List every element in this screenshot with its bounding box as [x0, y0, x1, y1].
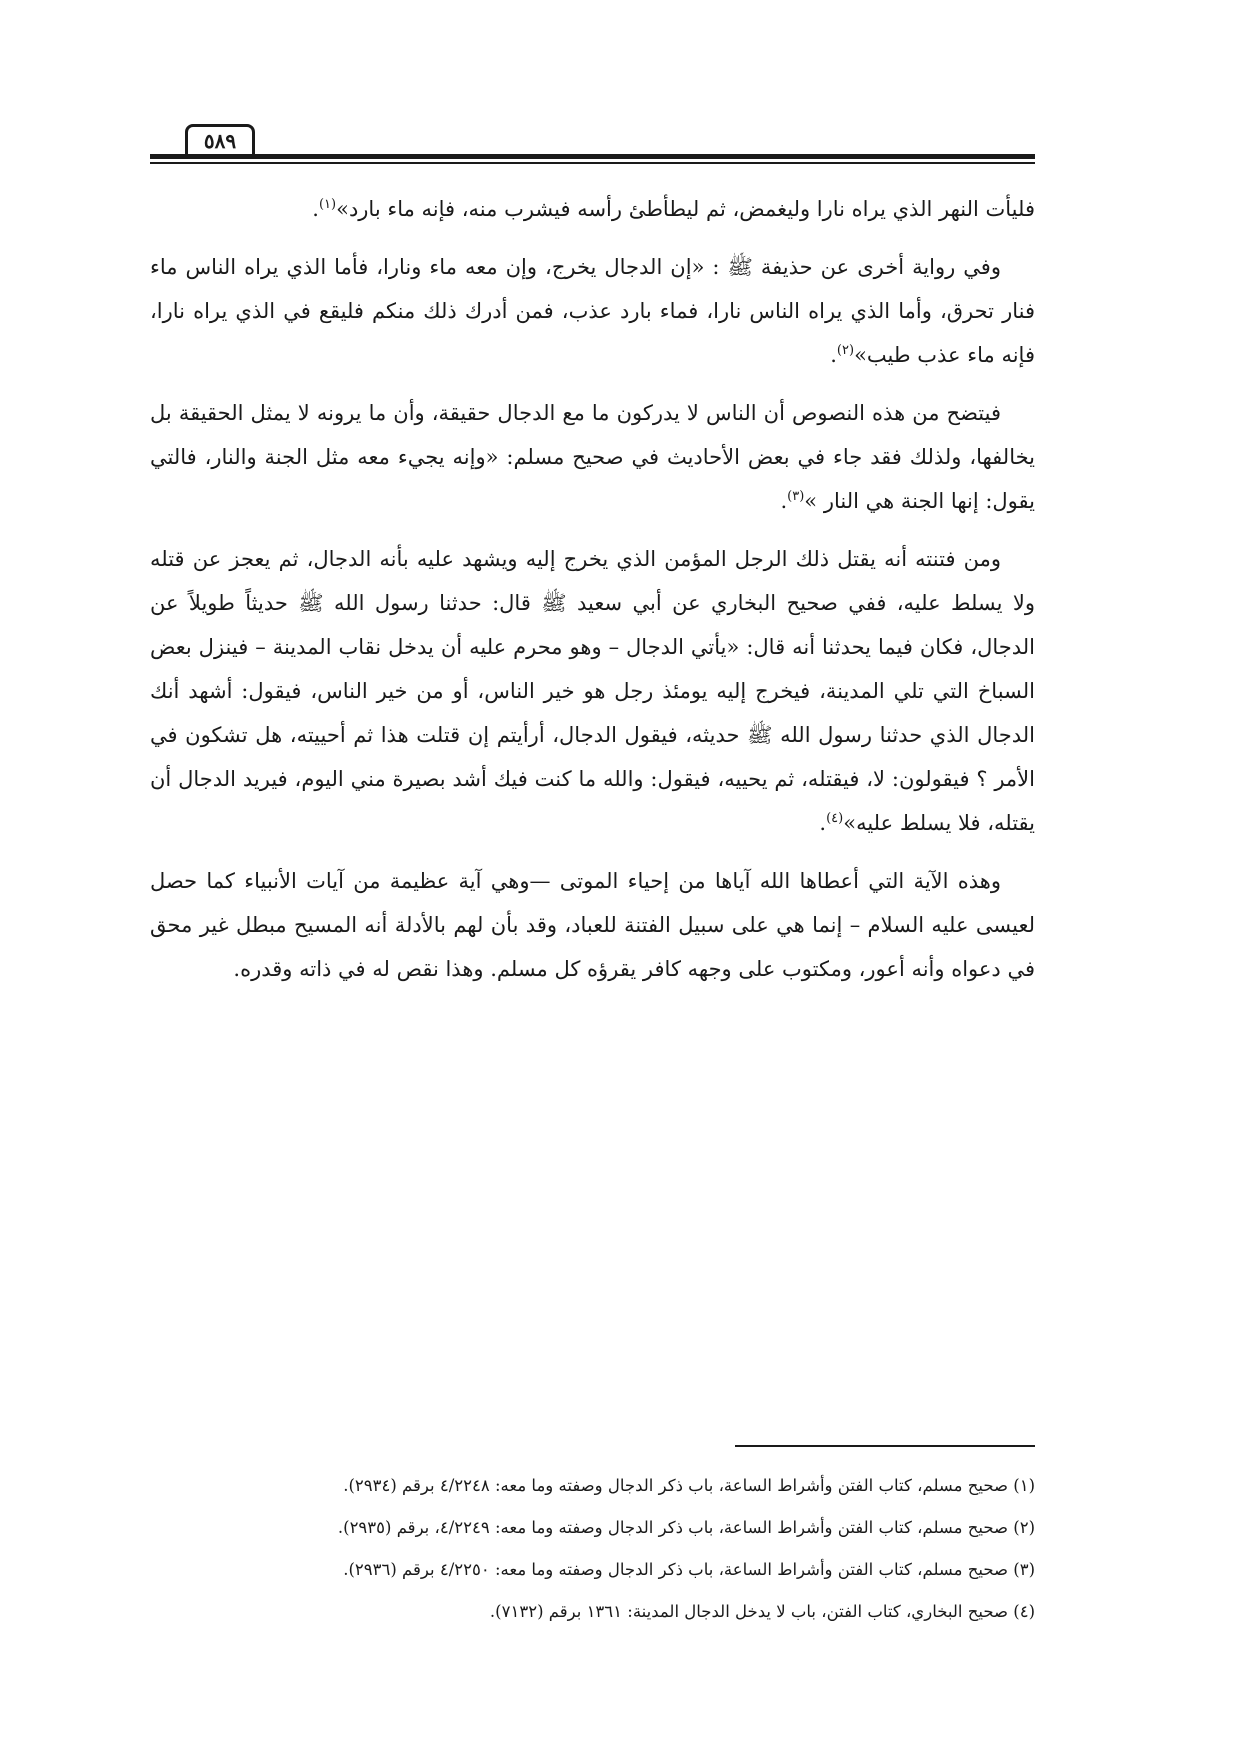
- paragraph: [150, 245, 1035, 377]
- footnote-ref: (١): [318, 197, 337, 212]
- paragraph: [150, 859, 1035, 991]
- footnotes: [150, 1465, 1035, 1633]
- footnote-ref: (٢): [836, 343, 855, 358]
- header-rule-thick: [150, 154, 1035, 159]
- page-header: [150, 120, 1035, 170]
- paragraph-text: فيتضح من هذه النصوص أن الناس لا يدركون ما مع الدجال حقيقة، وأن ما يرونه لا يمثل الحقيقة بل يخالفها، ولذلك فقد جاء في بعض الأحاديث في صحيح مسلم: «وإنه يجيء معه مثل الجنة والنار، فالتي يقول: إنها الجنة هي النار »: [150, 401, 1035, 513]
- footnote-ref: (٤): [826, 811, 844, 826]
- main-text: [150, 187, 1035, 1005]
- paragraph-text: ومن فتنته أنه يقتل ذلك الرجل المؤمن الذي يخرج إليه ويشهد عليه بأنه الدجال، ثم يعجز عن قتله ولا يسلط عليه، ففي صحيح البخاري عن أبي سعيد ﷺ قال: حدثنا رسول الله ﷺ حديثاً طويلاً عن الدجال، فكان فيما يحدثنا أنه قال: «يأتي الدجال – وهو محرم عليه أن يدخل نقاب المدينة – فينزل بعض السباخ التي تلي المدينة، فيخرج إليه يومئذ رجل هو خير الناس، أو من خير الناس، فيقول: أشهد أنك الدجال الذي حدثنا رسول الله ﷺ حديثه، فيقول الدجال، أرأيتم إن قتلت هذا ثم أحييته، هل تشكون في الأمر ؟ فيقولون: لا، فيقتله، ثم يحييه، فيقول: والله ما كنت فيك أشد بصيرة مني اليوم، فيريد الدجال أن يقتله، فلا يسلط عليه»: [150, 547, 1035, 835]
- page-number: ٥٨٩: [185, 124, 255, 154]
- footnote: (٤) صحيح البخاري، كتاب الفتن، باب لا يدخل الدجال المدينة: ١٣٦١ برقم (٧١٣٢).: [489, 1602, 1035, 1621]
- footnote: (٣) صحيح مسلم، كتاب الفتن وأشراط الساعة، باب ذكر الدجال وصفته وما معه: ٤/٢٢٥٠ برقم (٢٩٣٦).: [343, 1560, 1035, 1579]
- paragraph-end: .: [780, 489, 788, 513]
- paragraph-text: وهذه الآية التي أعطاها الله آياها من إحياء الموتى —وهي آية عظيمة من آيات الأنبياء كما حصل لعيسى عليه السلام – إنما هي على سبيل الفتنة للعباد، وقد بأن لهم بالأدلة أنه المسيح مبطل غير محق في دعواه وأنه أعور، ومكتوب على وجهه كافر يقرؤه كل مسلم. وهذا نقص له في ذاته وقدره.: [150, 869, 1035, 981]
- paragraph: [150, 187, 1035, 231]
- footnote-separator: [735, 1445, 1035, 1447]
- paragraph-text: وفي رواية أخرى عن حذيفة ﷺ : «إن الدجال يخرج، وإن معه ماء ونارا، فأما الذي يراه الناس ماء فنار تحرق، وأما الذي يراه الناس نارا، فماء بارد عذب، فمن أدرك ذلك منكم فليقع في الذي يراه نارا، فإنه ماء عذب طيب»: [150, 255, 1035, 367]
- paragraph-end: .: [312, 197, 319, 221]
- paragraph-end: .: [830, 343, 837, 367]
- footnote: (٢) صحيح مسلم، كتاب الفتن وأشراط الساعة، باب ذكر الدجال وصفته وما معه: ٤/٢٢٤٩، برقم (٢٩٣٥).: [337, 1518, 1035, 1537]
- footnote-ref: (٣): [787, 489, 805, 504]
- paragraph-end: .: [819, 811, 827, 835]
- paragraph: [150, 391, 1035, 523]
- paragraph: [150, 537, 1035, 845]
- header-rule-thin: [150, 162, 1035, 164]
- paragraph-text: فليأت النهر الذي يراه نارا وليغمض، ثم ليطأطئ رأسه فيشرب منه، فإنه ماء بارد»: [336, 197, 1035, 221]
- footnote: (١) صحيح مسلم، كتاب الفتن وأشراط الساعة، باب ذكر الدجال وصفته وما معه: ٤/٢٢٤٨ برقم (٢٩٣٤).: [343, 1476, 1035, 1495]
